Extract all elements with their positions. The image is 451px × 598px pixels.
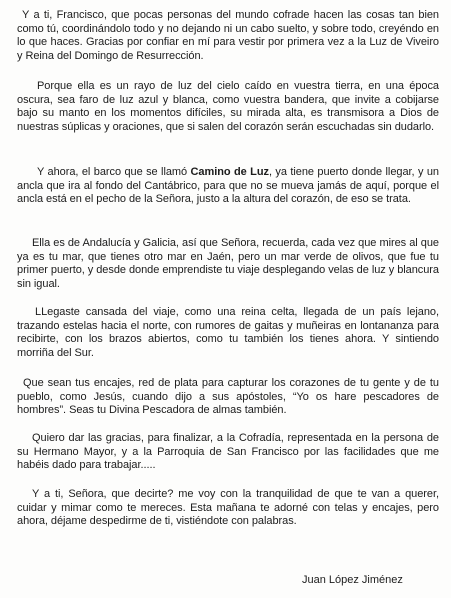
paragraph-7-text: Quiero dar las gracias, para finalizar, a la Cofradía, representada en la persona de su Hermano Mayor, y a la Parroquia de San Francisco por las facilidades que me habéis dado para trabajar.....: [17, 432, 439, 472]
paragraph-1-text: Y a ti, Francisco, que pocas personas del mundo cofrade hacen las cosas tan bien como tú, coordinándolo todo y no dejando ni un cabo suelto, y sobre todo, creyéndo en lo que haces. Gracias por confiar en mí para vestir por primera vez a la Luz de Viveiro y Reina del Domingo de Resurrección.: [17, 9, 439, 62]
paragraph-5: [17, 306, 439, 360]
paragraph-7: [17, 432, 439, 473]
paragraph-4-text: Ella es de Andalucía y Galicia, así que Señora, recuerda, cada vez que mires al que ya es tu mar, que tienes otro mar en Jaén, pero un mar verde de olivos, que fue tu primer puerto, y desde donde emprendiste tu viaje desplegando velas de luz y blancura sin igual.: [17, 237, 439, 290]
paragraph-6: [17, 377, 439, 418]
paragraph-1: [17, 9, 439, 63]
paragraph-8: [17, 488, 439, 529]
paragraph-3-text-before: Y ahora, el barco que se llamó: [37, 166, 191, 178]
paragraph-3-text-after: , ya tiene puerto donde llegar, y un ancla que ira al fondo del Cantábrico, para que no se mueva jamás de aquí, porque el ancla está en el pecho de la Señora, justo a la altura del corazón, de eso se trata.: [17, 166, 439, 206]
paragraph-2-text: Porque ella es un rayo de luz del cielo caído en vuestra tierra, en una época oscura, sea faro de luz azul y blanca, como vuestra bandera, que invite a cobijarse bajo su manto en los momentos difíciles, su mirada alta, es transmisora a Dios de nuestras súplicas y oraciones, que si salen del corazón serán escuchadas sin dudarlo.: [17, 80, 439, 133]
paragraph-6-text: Que sean tus encajes, red de plata para capturar los corazones de tu gente y de tu pueblo, como Jesús, cuando dijo a sus apóstoles, “Yo os hare pescadores de hombres”. Seas tu Divina Pescadora de almas también.: [17, 377, 439, 417]
paragraph-4: [17, 237, 439, 291]
boat-name: Camino de Luz: [190, 166, 269, 178]
paragraph-5-text: LLegaste cansada del viaje, como una reina celta, llegada de un país lejano, trazando estelas hacia el norte, con rumores de gaitas y muñeiras en lontananza para recibirte, con los brazos abiertos, como tu también los tienes ahora. Y sintiendo morriña del Sur.: [17, 306, 439, 359]
paragraph-2: [17, 80, 439, 134]
paragraph-3: [17, 166, 439, 207]
author-signature: Juan López Jiménez: [302, 574, 403, 586]
paragraph-8-text: Y a ti, Señora, que decirte? me voy con la tranquilidad de que te van a querer, cuidar y mimar como te mereces. Esta mañana te adorné con telas y encajes, pero ahora, déjame despedirme de ti, vistiéndote con palabras.: [17, 488, 439, 528]
